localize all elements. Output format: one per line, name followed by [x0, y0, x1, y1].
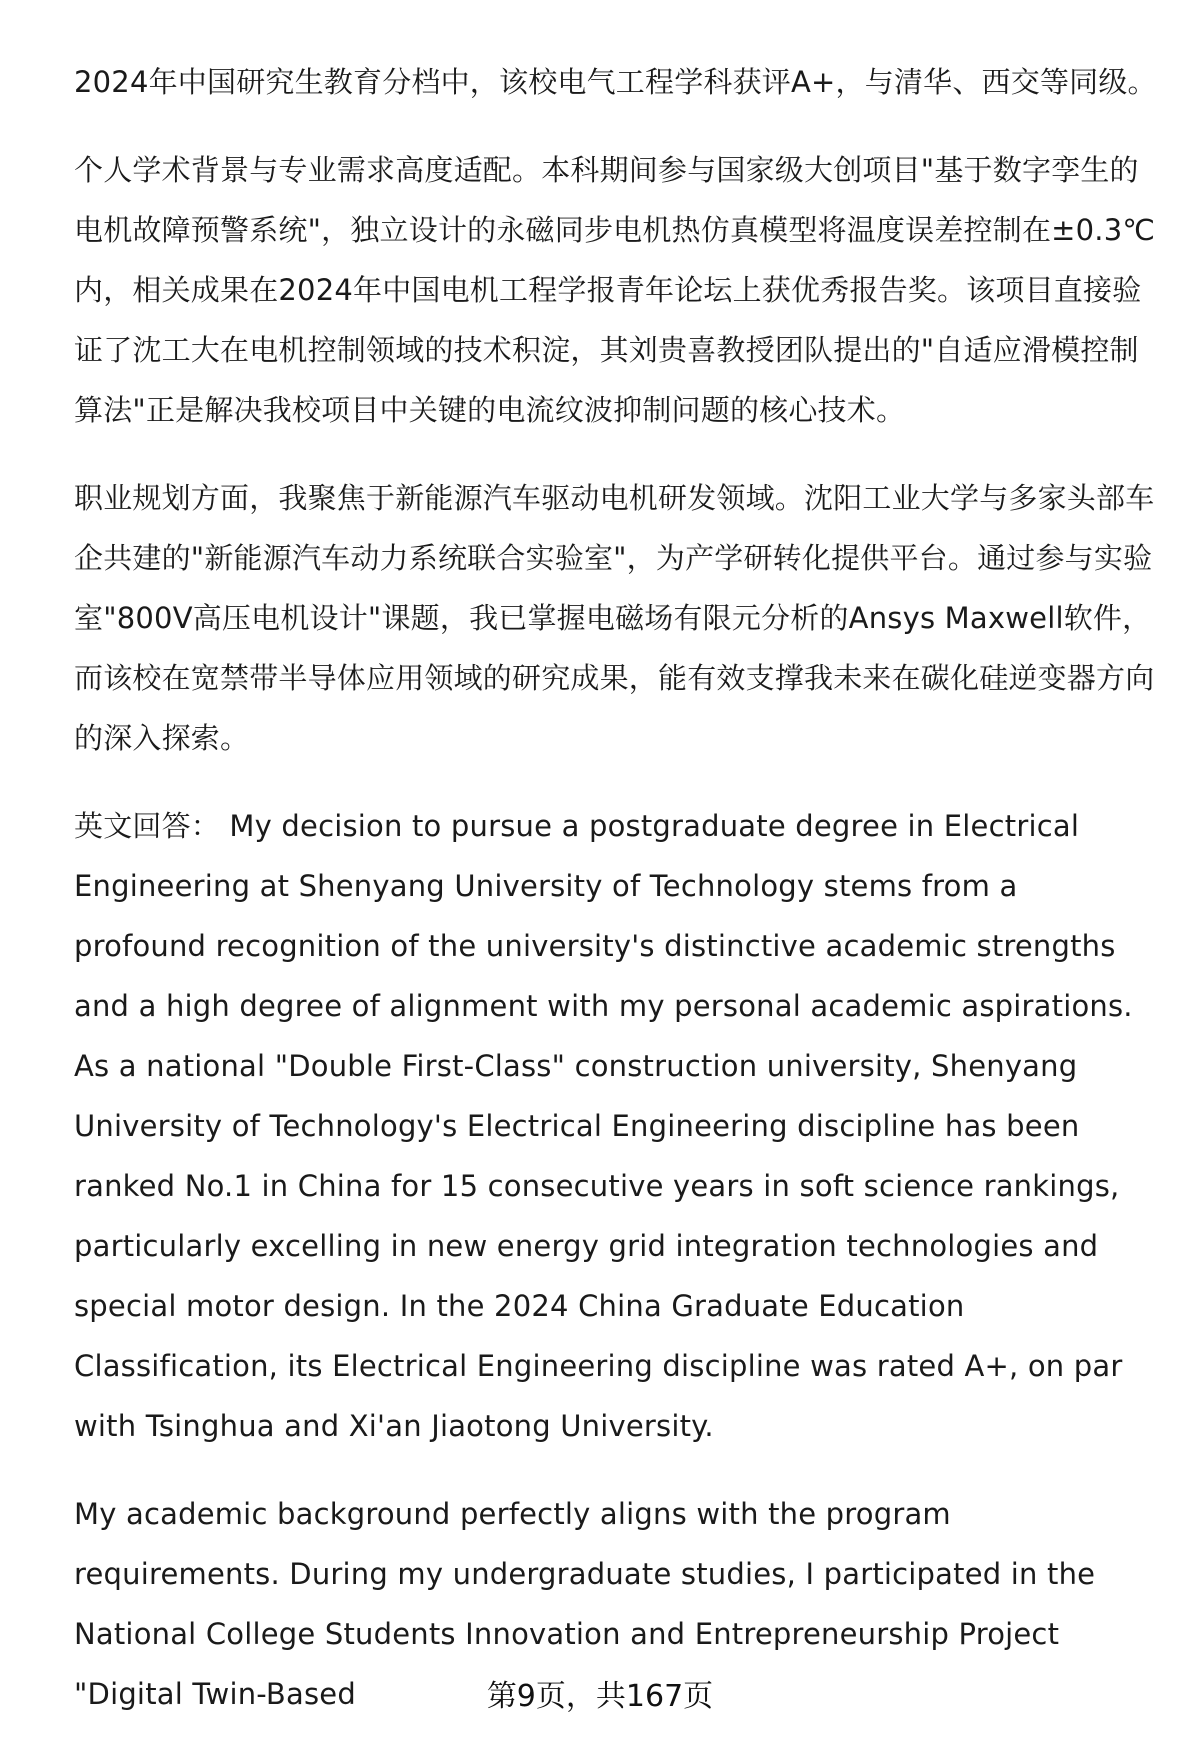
paragraph-chinese-career: 职业规划方面，我聚焦于新能源汽车驱动电机研发领域。沈阳工业大学与多家头部车企共建的"新能源汽车动力系统联合实验室"，为产学研转化提供平台。通过参与实验室"800V高压电机设计"课题，我已掌握电磁场有限元分析的Ansys Maxwell软件，而该校在宽禁带半导体应用领域的研究成果，能有效支撑我未来在碳化硅逆变器方向的深入探索。: [74, 481, 1155, 755]
paragraph-english-background: My academic background perfectly aligns with the program requirements. During my undergraduate studies, I participated in the National College Students Innovation and Entrepreneurship Project "Digital Twin-Based: [74, 1497, 1096, 1711]
paragraph-chinese-background: 个人学术背景与专业需求高度适配。本科期间参与国家级大创项目"基于数字孪生的电机故障预警系统"，独立设计的永磁同步电机热仿真模型将温度误差控制在±0.3℃内，相关成果在2024年中国电机工程学报青年论坛上获优秀报告奖。该项目直接验证了沈工大在电机控制领域的技术积淀，其刘贵喜教授团队提出的"自适应滑模控制算法"正是解决我校项目中关键的电流纹波抑制问题的核心技术。: [74, 153, 1156, 427]
document-body: [74, 52, 1159, 1752]
paragraph-chinese-ranking: 2024年中国研究生教育分档中，该校电气工程学科获评A+，与清华、西交等同级。: [74, 65, 1157, 99]
page-number-footer: 第9页，共167页: [486, 1679, 714, 1714]
paragraph-english-answer: 英文回答： My decision to pursue a postgraduate degree in Electrical Engineering at Shenyang University of Technology stems from a profound recognition of the university's distinctive academic strengths and a high degree of alignment with my personal academic aspirations. As a national "Double First-Class" construction university, Shenyang University of Technology's Electrical Engineering discipline has been ranked No.1 in China for 15 consecutive years in soft science rankings, particularly excelling in new energy grid integration technologies and special motor design. In the 2024 China Graduate Education Classification, its Electrical Engineering discipline was rated A+, on par with Tsinghua and Xi'an Jiaotong University.: [74, 809, 1133, 1443]
